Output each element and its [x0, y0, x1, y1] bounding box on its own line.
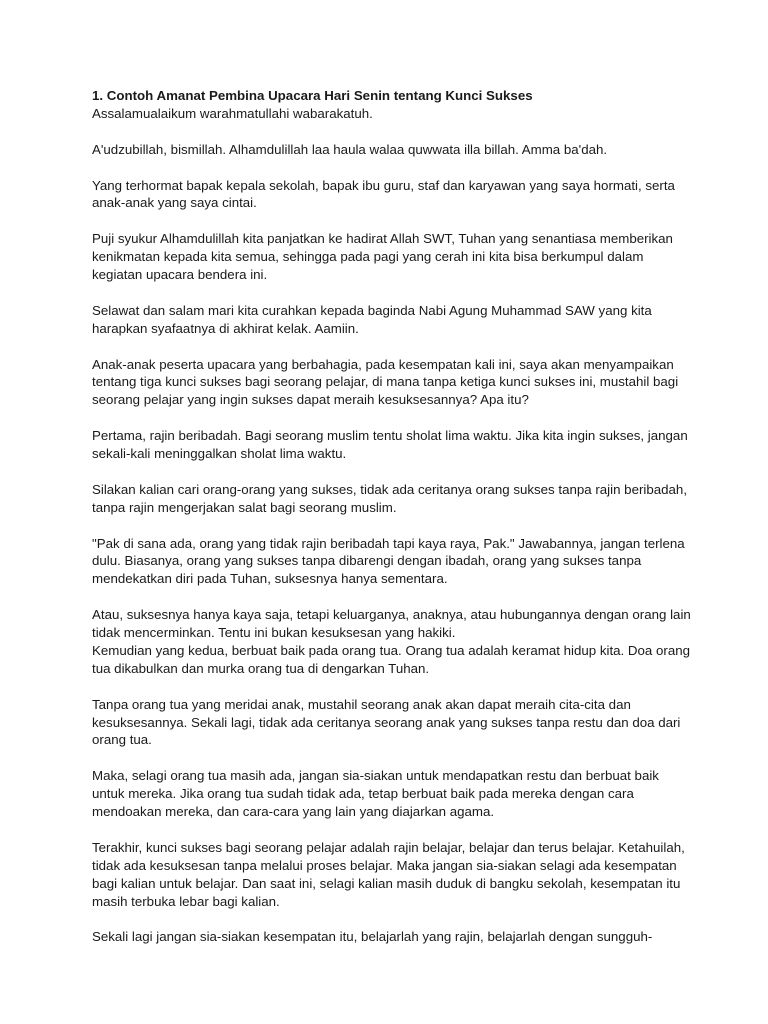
paragraph-successful-people: Silakan kalian cari orang-orang yang sukses, tidak ada ceritanya orang sukses tanpa rajin beribadah, tanpa rajin mengerjakan salat bagi seorang muslim. — [92, 481, 688, 515]
paragraph-selawat: Selawat dan salam mari kita curahkan kepada baginda Nabi Agung Muhammad SAW yang kita harapkan syafaatnya di akhirat kelak. Aamiin. — [92, 302, 652, 336]
paragraph-gratitude: Puji syukur Alhamdulillah kita panjatkan ke hadirat Allah SWT, Tuhan yang senantiasa memberikan kenikmatan kepada kita semua, sehingga pada pagi yang cerah ini kita bisa berkumpul dalam kegiatan upacara bendera ini. — [92, 231, 673, 283]
paragraph-opening: A'udzubillah, bismillah. Alhamdulillah laa haula walaa quwwata illa billah. Amma ba'dah. — [92, 141, 608, 157]
paragraph-closing: Sekali lagi jangan sia-siakan kesempatan itu, belajarlah yang rajin, belajarlah dengan sungguh- — [92, 929, 653, 945]
paragraph-first-key: Pertama, rajin beribadah. Bagi seorang muslim tentu sholat lima waktu. Jika kita ingin sukses, jangan sekali-kali meninggalkan sholat lima waktu. — [92, 428, 688, 462]
paragraph-quote: "Pak di sana ada, orang yang tidak rajin beribadah tapi kaya raya, Pak." Jawabannya, jangan terlena dulu. Biasanya, orang yang sukses tanpa dibarengi dengan ibadah, orang yang sukses tanpa mendekatkan diri pada Tuhan, suksesnya hanya sementara. — [92, 535, 685, 587]
paragraph-second-key: Atau, suksesnya hanya kaya saja, tetapi keluarganya, anaknya, atau hubungannya dengan orang lain tidak mencerminkan. Tentu ini bukan kesuksesan yang hakiki. Kemudian yang kedua, berbuat baik pada orang tua. Orang tua adalah keramat hidup kita. Doa orang tua dikabulkan dan murka orang tua di dengarkan Tuhan. — [92, 607, 691, 676]
paragraph-honor-parents: Maka, selagi orang tua masih ada, jangan sia-siakan untuk mendapatkan restu dan berbuat baik untuk mereka. Jika orang tua sudah tidak ada, tetap berbuat baik pada mereka dengan cara mendoakan mereka, dan cara-cara yang lain yang diajarkan agama. — [92, 768, 659, 820]
paragraph-greeting: Assalamualaikum warahmatullahi wabarakatuh. — [92, 105, 373, 121]
document-title: 1. Contoh Amanat Pembina Upacara Hari Senin tentang Kunci Sukses — [92, 88, 533, 103]
paragraph-third-key: Terakhir, kunci sukses bagi seorang pelajar adalah rajin belajar, belajar dan terus belajar. Ketahuilah, tidak ada kesuksesan tanpa melalui proses belajar. Maka jangan sia-siakan selagi ada kesempatan bagi kalian untuk belajar. Dan saat ini, selagi kalian masih duduk di bangku sekolah, kesempatan itu masih terbuka lebar bagi kalian. — [92, 839, 685, 909]
paragraph-introduction: Anak-anak peserta upacara yang berbahagia, pada kesempatan kali ini, saya akan menyampaikan tentang tiga kunci sukses bagi seorang pelajar, di mana tanpa ketiga kunci sukses ini, mustahil bagi seorang pelajar yang ingin sukses dapat meraih kesuksesannya? Apa itu? — [92, 356, 679, 408]
paragraph-salutation: Yang terhormat bapak kepala sekolah, bapak ibu guru, staf dan karyawan yang saya hormati, serta anak-anak yang saya cintai. — [92, 177, 675, 211]
paragraph-parents-blessing: Tanpa orang tua yang meridai anak, mustahil seorang anak akan dapat meraih cita-cita dan kesuksesannya. Sekali lagi, tidak ada ceritanya seorang anak yang sukses tanpa restu dan doa dari orang tua. — [92, 696, 681, 748]
document-page — [92, 87, 692, 946]
